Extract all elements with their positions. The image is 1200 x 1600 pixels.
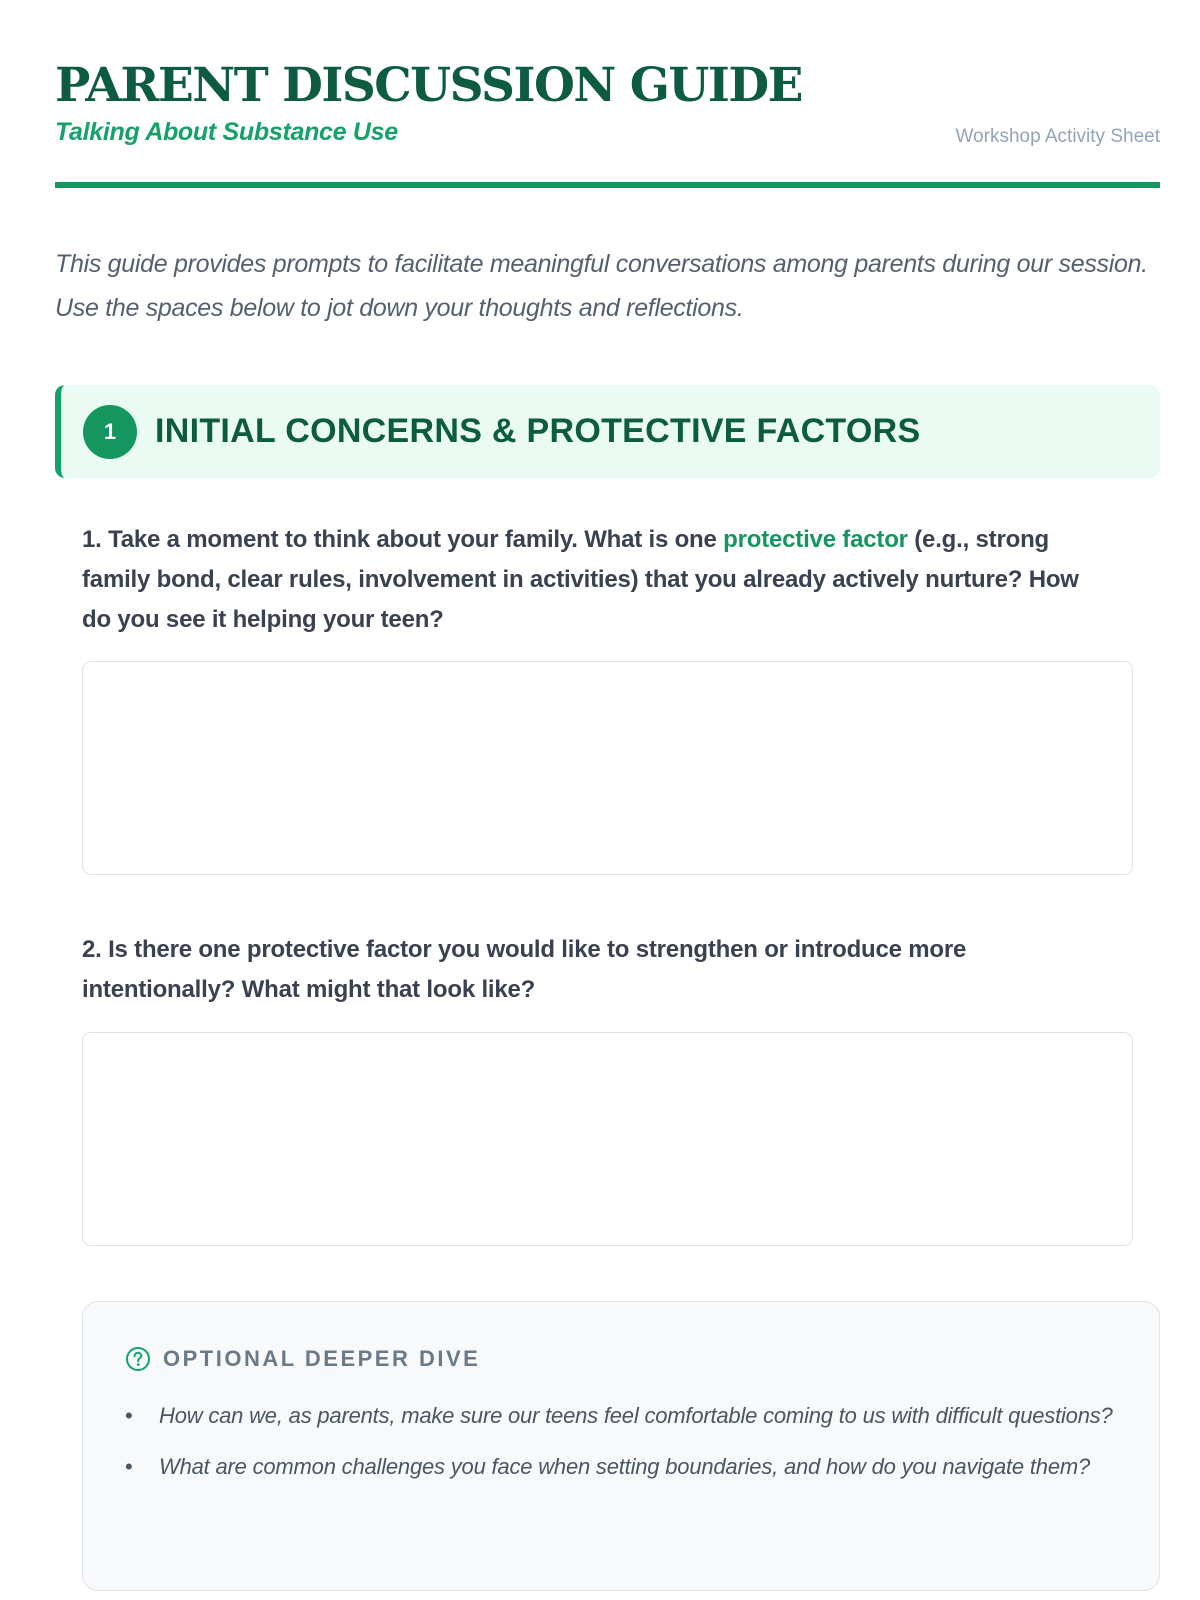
question-circle-icon xyxy=(125,1346,151,1372)
list-item-text: What are common challenges you face when setting boundaries, and how do you navigate them? xyxy=(159,1454,1091,1479)
page-subtitle: Talking About Substance Use xyxy=(55,118,398,146)
bullet-icon: • xyxy=(125,1403,133,1428)
deeper-dive-list xyxy=(125,1398,1115,1500)
list-item xyxy=(125,1449,1115,1484)
header-divider xyxy=(55,182,1160,188)
question-2: 2. Is there one protective factor you would like to strengthen or introduce more intentionally? What might that look like? xyxy=(82,936,967,1003)
deeper-dive-title: OPTIONAL DEEPER DIVE xyxy=(163,1346,481,1371)
sheet-label: Workshop Activity Sheet xyxy=(955,126,1160,147)
question-1-text-start: 1. Take a moment to think about your family. What is one xyxy=(82,526,724,553)
list-item xyxy=(125,1398,1115,1433)
question-1-highlight: protective factor xyxy=(723,526,908,553)
answer-box-1[interactable] xyxy=(82,661,1133,875)
answer-box-2[interactable] xyxy=(82,1032,1133,1246)
header xyxy=(55,58,1160,188)
section-number-badge: 1 xyxy=(83,405,137,459)
question-1 xyxy=(82,520,1112,640)
deeper-dive-box xyxy=(82,1301,1160,1591)
deeper-dive-header xyxy=(125,1344,480,1374)
intro-text: This guide provides prompts to facilitate meaningful conversations among parents during our session. Use the spaces below to jot down your thoughts and reflections. xyxy=(55,250,1148,322)
section-title: INITIAL CONCERNS & PROTECTIVE FACTORS xyxy=(155,412,921,450)
page-title: PARENT DISCUSSION GUIDE xyxy=(55,58,802,113)
bullet-icon: • xyxy=(125,1454,133,1479)
question-1-text-end: (e.g., strong family bond, clear rules, involvement in activities) that you already actively nurture? How do you see it helping your teen? xyxy=(82,526,1079,633)
list-item-text: How can we, as parents, make sure our teens feel comfortable coming to us with difficult questions? xyxy=(159,1403,1113,1428)
section-banner xyxy=(55,385,1160,478)
